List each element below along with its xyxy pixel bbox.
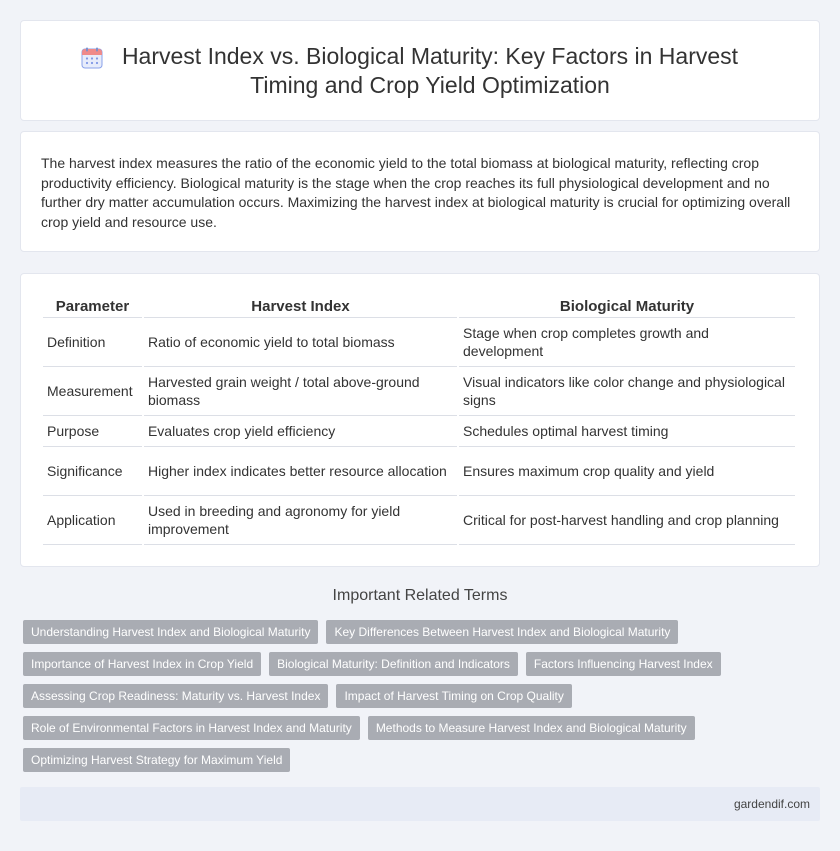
intro-card <box>20 131 820 252</box>
related-terms-list <box>23 620 813 772</box>
related-term-tag[interactable]: Understanding Harvest Index and Biological Maturity <box>23 620 318 644</box>
related-term-tag[interactable]: Optimizing Harvest Strategy for Maximum Yield <box>23 748 290 772</box>
table-cell: Used in breeding and agronomy for yield improvement <box>144 496 457 545</box>
related-term-tag[interactable]: Methods to Measure Harvest Index and Biological Maturity <box>368 716 695 740</box>
comparison-table-card <box>20 273 820 567</box>
table-cell: Visual indicators like color change and physiological signs <box>459 367 795 416</box>
intro-paragraph: The harvest index measures the ratio of the economic yield to the total biomass at biological maturity, reflecting crop productivity efficiency. Biological maturity is the stage when the crop reaches its full physiological development and no further dry matter accumulation occurs. Maximizing the harvest index at biological maturity is crucial for optimizing overall crop yield and resource use. <box>41 155 791 230</box>
comparison-table <box>41 296 797 545</box>
related-term-tag[interactable]: Biological Maturity: Definition and Indicators <box>269 652 518 676</box>
table-cell: Evaluates crop yield efficiency <box>144 416 457 447</box>
table-row <box>43 416 795 447</box>
table-cell: Ratio of economic yield to total biomass <box>144 318 457 367</box>
header-biological-maturity: Biological Maturity <box>459 296 795 318</box>
table-row <box>43 447 795 496</box>
header-harvest-index: Harvest Index <box>144 296 457 318</box>
related-terms-heading: Important Related Terms <box>332 587 508 604</box>
table-cell: Higher index indicates better resource allocation <box>144 447 457 496</box>
table-cell: Measurement <box>43 367 142 416</box>
footer-site-link[interactable]: gardendif.com <box>733 797 810 811</box>
table-header-row <box>43 296 795 318</box>
related-term-tag[interactable]: Impact of Harvest Timing on Crop Quality <box>336 684 571 708</box>
related-term-tag[interactable]: Role of Environmental Factors in Harvest Index and Maturity <box>23 716 360 740</box>
table-cell: Ensures maximum crop quality and yield <box>459 447 795 496</box>
table-cell: Significance <box>43 447 142 496</box>
table-cell: Critical for post-harvest handling and crop planning <box>459 496 795 545</box>
table-cell: Schedules optimal harvest timing <box>459 416 795 447</box>
related-term-tag[interactable]: Importance of Harvest Index in Crop Yield <box>23 652 261 676</box>
table-cell: Application <box>43 496 142 545</box>
related-term-tag[interactable]: Assessing Crop Readiness: Maturity vs. Harvest Index <box>23 684 328 708</box>
table-row <box>43 496 795 545</box>
related-term-tag[interactable]: Key Differences Between Harvest Index and Biological Maturity <box>326 620 678 644</box>
table-row <box>43 367 795 416</box>
header-parameter: Parameter <box>43 296 142 318</box>
related-term-tag[interactable]: Factors Influencing Harvest Index <box>526 652 721 676</box>
table-row <box>43 318 795 367</box>
footer <box>20 787 820 821</box>
table-cell: Purpose <box>43 416 142 447</box>
table-cell: Harvested grain weight / total above-ground biomass <box>144 367 457 416</box>
page-title: Harvest Index vs. Biological Maturity: Key Factors in Harvest Timing and Crop Yield Optimization <box>121 42 739 98</box>
table-cell: Stage when crop completes growth and development <box>459 318 795 367</box>
table-cell: Definition <box>43 318 142 367</box>
title-card <box>20 20 820 121</box>
